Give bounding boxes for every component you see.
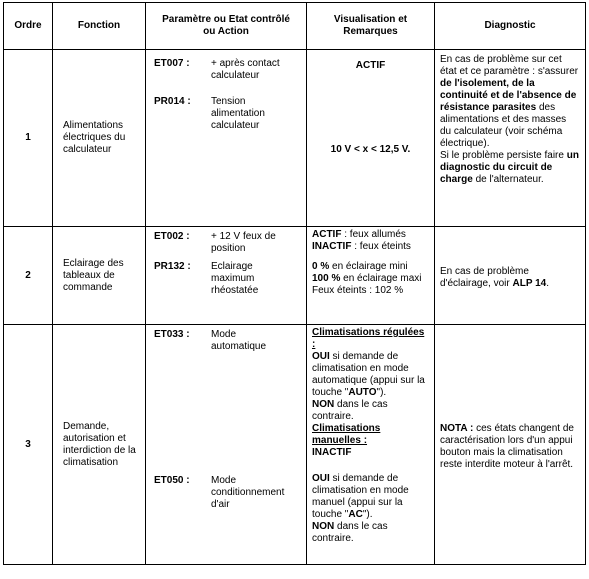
row-params	[146, 50, 307, 227]
diag-bold: de l'isolement, de la continuité et de l'absence de résistance parasites	[440, 78, 577, 113]
diag-text: .	[546, 277, 550, 289]
header-parametre: Paramètre ou Etat contrôlé ou Action	[146, 3, 307, 50]
param-line	[154, 329, 306, 353]
section-title: Climatisations régulées :	[312, 327, 425, 350]
param-code: ET033 :	[154, 329, 190, 340]
vis-text: dans le cas contraire.	[312, 521, 388, 544]
value-zero: 0 %	[312, 261, 330, 272]
row-diagnostic	[435, 325, 586, 565]
param-code: ET002 :	[154, 231, 190, 242]
header-diagnostic: Diagnostic	[435, 3, 586, 50]
param-label: Tension alimentation calculateur	[211, 96, 265, 131]
param-label: Mode conditionnement d'air	[211, 475, 285, 510]
table-row	[4, 227, 586, 325]
key-label: AC	[348, 509, 363, 520]
vis-text: ").	[376, 387, 387, 398]
param-code: PR014 :	[154, 96, 191, 107]
row-ordre: 1	[4, 50, 53, 227]
diagnostic-table	[3, 2, 586, 565]
diag-text: de l'alternateur.	[472, 174, 544, 185]
table-header-row	[4, 3, 586, 50]
diag-text: Si le problème persiste faire	[440, 150, 567, 161]
param-label: + 12 V feux de position	[211, 231, 276, 254]
row-visualisation	[307, 325, 435, 565]
row-visualisation	[307, 50, 435, 227]
diag-text: des alimentations et des masses du calculateur (voir schéma électrique).	[440, 102, 567, 149]
vis-text: en éclairage mini	[329, 261, 408, 272]
row-params	[146, 227, 307, 325]
section-title: Climatisations manuelles :	[312, 423, 381, 446]
row-fonction: Demande, autorisation et interdiction de la climatisation	[53, 325, 146, 565]
value-oui: OUI	[312, 351, 330, 362]
table-row	[4, 325, 586, 565]
voltage-range: 10 V < x < 12,5 V.	[330, 144, 411, 155]
table-row	[4, 50, 586, 227]
row-visualisation	[307, 227, 435, 325]
row-fonction: Alimentations électriques du calculateur	[53, 50, 146, 227]
vis-text: si demande de climatisation en mode automatique (appui sur la touche "	[312, 351, 425, 398]
status-actif: ACTIF	[312, 229, 342, 240]
value-non: NON	[312, 399, 335, 410]
nota-label: NOTA :	[440, 422, 474, 434]
param-line	[154, 475, 306, 511]
diag-bold: ALP 14	[512, 277, 547, 289]
header-fonction: Fonction	[53, 3, 146, 50]
param-label: + après contact calculateur	[211, 58, 280, 81]
vis-text: ").	[362, 509, 373, 520]
param-label: Eclairage maximum rhéostatée	[211, 261, 259, 296]
vis-text: Feux éteints : 102 %	[312, 285, 404, 296]
param-line	[154, 231, 306, 255]
key-label: AUTO	[348, 387, 377, 398]
param-line	[154, 261, 306, 297]
diag-text: En cas de problème sur cet état et ce paramètre : s'assurer	[440, 54, 579, 77]
value-cent: 100 %	[312, 273, 341, 284]
vis-text: en éclairage maxi	[340, 273, 422, 284]
status-actif: ACTIF	[355, 60, 386, 71]
row-fonction: Eclairage des tableaux de commande	[53, 227, 146, 325]
value-oui: OUI	[312, 473, 330, 484]
diag-bold: un diagnostic du circuit de charge	[440, 150, 579, 185]
row-params	[146, 325, 307, 565]
param-line	[154, 58, 306, 82]
row-ordre: 3	[4, 325, 53, 565]
row-diagnostic	[435, 50, 586, 227]
vis-text: dans le cas contraire.	[312, 399, 388, 422]
status-inactif: INACTIF	[312, 447, 352, 458]
param-code: ET050 :	[154, 475, 190, 486]
diag-text: En cas de problème d'éclairage, voir	[440, 265, 529, 289]
param-label: Mode automatique	[211, 329, 267, 352]
status-inactif: INACTIF	[312, 241, 352, 252]
row-ordre: 2	[4, 227, 53, 325]
vis-text: : feux éteints	[351, 241, 411, 252]
header-ordre: Ordre	[4, 3, 53, 50]
param-code: PR132 :	[154, 261, 191, 272]
row-diagnostic	[435, 227, 586, 325]
param-code: ET007 :	[154, 58, 190, 69]
param-line	[154, 96, 306, 132]
vis-text: : feux allumés	[341, 229, 406, 240]
value-non: NON	[312, 521, 335, 532]
diag-text: ces états changent de caractérisation lors d'un appui bouton mais la climatisation reste interdite moteur à l'arrêt.	[440, 422, 574, 470]
vis-text: si demande de climatisation en mode manuel (appui sur la touche "	[312, 473, 409, 520]
header-visualisation: Visualisation et Remarques	[307, 3, 435, 50]
